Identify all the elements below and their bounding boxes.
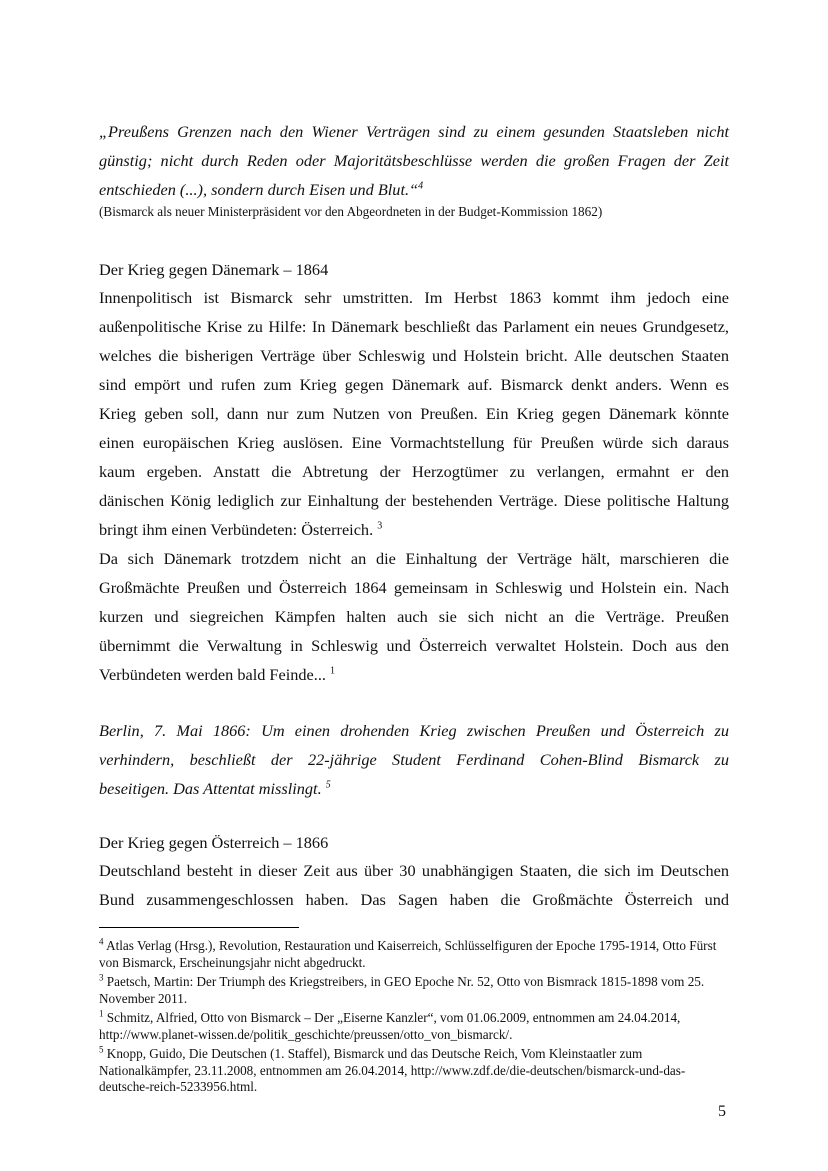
text-line-content: Verbündeten werden bald Feinde...: [99, 665, 326, 684]
quote-line: „Preußens Grenzen nach den Wiener Verträgen sind zu einem gesunden Staatsleben nicht: [99, 122, 729, 141]
text-line-content: beseitigen. Das Attentat misslingt.: [99, 779, 322, 798]
section-body-oesterreich: [99, 856, 729, 914]
footnote-mark: 1: [99, 1008, 104, 1019]
section-body-daenemark: [99, 283, 729, 689]
text-line: sind empört und rufen zum Krieg gegen Dänemark auf. Bismarck denkt anders. Wenn es: [99, 375, 729, 394]
page-number: 5: [718, 1103, 726, 1120]
footnote-4: [99, 938, 729, 971]
footnote-ref: 1: [330, 665, 336, 677]
quote-source: (Bismarck als neuer Ministerpräsident vor den Abgeordneten in der Budget-Kommission 1862): [99, 204, 603, 219]
text-line: außenpolitische Krise zu Hilfe: In Dänemark beschließt das Parlament ein neues Grundgesetz,: [99, 317, 729, 336]
footnote-mark: 3: [99, 972, 104, 983]
footnote-text: Knopp, Guido, Die Deutschen (1. Staffel), Bismarck und das Deutsche Reich, Vom Kleinstaatler zum Nationalkämpfer, 23.11.2008, entnommen am 26.04.2014, http://www.zdf.de/die-deutschen/bismarck-und-das-deutsche-reich-5233956.html.: [99, 1046, 686, 1094]
text-line: kaum ergeben. Anstatt die Abtretung der Herzogtümer zu verlangen, ermahnt er den: [99, 462, 729, 481]
quote-line: günstig; nicht durch Reden oder Majoritätsbeschlüsse werden die großen Fragen der Zeit: [99, 151, 729, 170]
text-line: [99, 660, 729, 689]
footnote-ref: 3: [377, 520, 383, 532]
footnote-mark: 5: [99, 1044, 104, 1055]
footnote-text: Paetsch, Martin: Der Triumph des Kriegstreibers, in GEO Epoche Nr. 52, Otto von Bismrack 1815-1898 vom 25. November 2011.: [99, 974, 705, 1006]
text-line: Bund zusammengeschlossen haben. Das Sagen haben die Großmächte Österreich und: [99, 890, 729, 909]
berlin-attentat-paragraph: [99, 716, 729, 803]
text-line: [99, 515, 729, 544]
text-line: Da sich Dänemark trotzdem nicht an die Einhaltung der Verträge hält, marschieren die: [99, 549, 729, 568]
text-line: verhindern, beschließt der 22-jährige Student Ferdinand Cohen-Blind Bismarck zu: [99, 750, 729, 769]
text-line: Deutschland besteht in dieser Zeit aus über 30 unabhängigen Staaten, die sich im Deutschen: [99, 861, 729, 880]
text-line: Innenpolitisch ist Bismarck sehr umstritten. Im Herbst 1863 kommt ihm jedoch eine: [99, 288, 729, 307]
quote-line-text: entschieden (...), sondern durch Eisen und Blut.“: [99, 180, 419, 199]
opening-quote: [99, 117, 729, 204]
quote-line: [99, 175, 729, 204]
text-line: übernimmt die Verwaltung in Schleswig und Österreich verwaltet Holstein. Doch aus den: [99, 636, 729, 655]
footnote-3: [99, 974, 729, 1007]
section-heading-daenemark: Der Krieg gegen Dänemark – 1864: [99, 260, 329, 279]
footnote-ref: 5: [325, 779, 331, 791]
footnote-divider: [99, 927, 299, 928]
footnote-mark: 4: [99, 936, 104, 947]
text-line-content: bringt ihm einen Verbündeten: Österreich.: [99, 520, 374, 539]
text-line: einen europäischen Krieg auslösen. Eine Vormachtstellung für Preußen würde sich daraus: [99, 433, 729, 452]
footnote-1: [99, 1010, 729, 1043]
text-line: kurzen und siegreichen Kämpfen halten auch sie sich nicht an die Verträge. Preußen: [99, 607, 729, 626]
footnote-ref: 4: [418, 180, 424, 192]
footnote-text: Schmitz, Alfried, Otto von Bismarck – Der „Eiserne Kanzler“, vom 01.06.2009, entnommen am 24.04.2014, http://www.planet-wissen.de/politik_geschichte/preussen/otto_von_bismarck/.: [99, 1010, 681, 1042]
text-line: Großmächte Preußen und Österreich 1864 gemeinsam in Schleswig und Holstein ein. Nach: [99, 578, 729, 597]
text-line: [99, 774, 729, 803]
text-line: Krieg geben soll, dann nur zum Nutzen von Preußen. Ein Krieg gegen Dänemark könnte: [99, 404, 729, 423]
text-line: welches die bisherigen Verträge über Schleswig und Holstein bricht. Alle deutschen Staaten: [99, 346, 729, 365]
footnote-5: [99, 1046, 729, 1096]
footnote-text: Atlas Verlag (Hrsg.), Revolution, Restauration und Kaiserreich, Schlüsselfiguren der Epoche 1795-1914, Otto Fürst von Bismarck, Erscheinungsjahr nicht abgedruckt.: [99, 938, 717, 970]
text-line: dänischen König lediglich zur Einhaltung der bestehenden Verträge. Diese politische Haltung: [99, 491, 729, 510]
text-line: Berlin, 7. Mai 1866: Um einen drohenden Krieg zwischen Preußen und Österreich zu: [99, 721, 729, 740]
section-heading-oesterreich: Der Krieg gegen Österreich – 1866: [99, 833, 329, 852]
